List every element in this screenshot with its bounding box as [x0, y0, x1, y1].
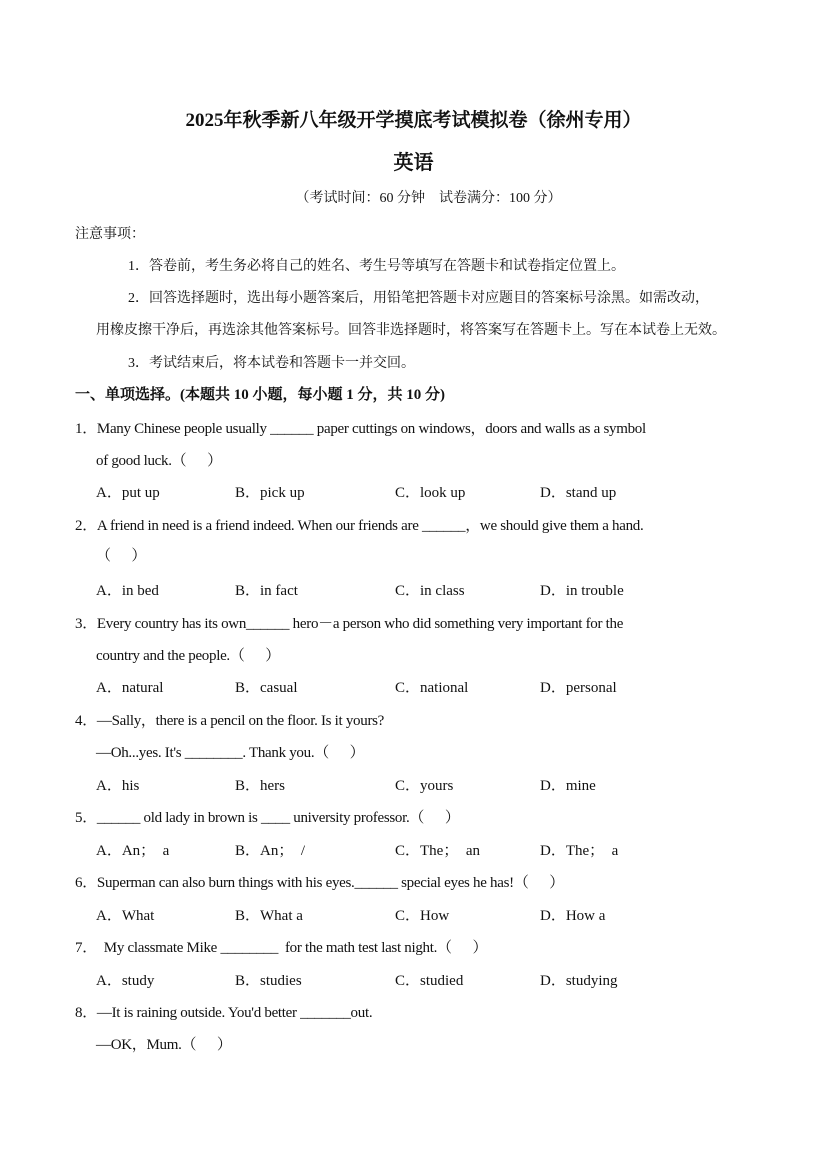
question-stem-continued: —Oh...yes. It's ________. Thank you.（ ）: [96, 745, 365, 761]
exam-info: （考试时间：60 分钟 试卷满分：100 分）: [295, 191, 562, 206]
question-stem-continued: —OK，Mum.（ ）: [96, 1037, 232, 1053]
answer-option: A．What: [96, 908, 155, 924]
answer-option: D．in trouble: [540, 583, 624, 599]
answer-option: B．An； /: [235, 843, 306, 859]
notice-item: 2．回答选择题时，选出每小题答案后，用铅笔把答题卡对应题目的答案标号涂黑。如需改动，: [128, 291, 709, 306]
answer-option: C．studied: [395, 973, 464, 989]
answer-option: A．study: [96, 973, 155, 989]
answer-option: C．national: [395, 680, 469, 696]
page-title: 2025年秋季新八年级开学摸底考试模拟卷（徐州专用）: [185, 110, 642, 131]
question-stem-continued: （ ）: [96, 548, 147, 564]
question-stem: 2．A friend in need is a friend indeed. When our friends are ______，we should give them a hand.: [75, 518, 644, 534]
section-heading: 一、单项选择。(本题共 10 小题，每小题 1 分，共 10 分): [75, 387, 445, 403]
answer-option: C．yours: [395, 778, 454, 794]
answer-option: C．How: [395, 908, 450, 924]
answer-option: B．in fact: [235, 583, 298, 599]
question-stem-continued: of good luck.（ ）: [96, 453, 222, 469]
notice-item: 用橡皮擦干净后，再选涂其他答案标号。回答非选择题时，将答案写在答题卡上。写在本试卷上无效。: [96, 323, 726, 338]
notice-heading: 注意事项：: [75, 227, 145, 242]
answer-option: B．casual: [235, 680, 298, 696]
answer-option: C．in class: [395, 583, 465, 599]
question-stem: 7． My classmate Mike ________ for the math test last night.（ ）: [75, 940, 488, 956]
notice-item: 1．答卷前，考生务必将自己的姓名、考生号等填写在答题卡和试卷指定位置上。: [128, 259, 625, 274]
answer-option: A．natural: [96, 680, 164, 696]
answer-option: C．look up: [395, 485, 466, 501]
answer-option: A．in bed: [96, 583, 159, 599]
answer-option: D．studying: [540, 973, 618, 989]
answer-option: A．An； a: [96, 843, 170, 859]
question-stem: 5．______ old lady in brown is ____ university professor.（ ）: [75, 810, 460, 826]
answer-option: D．stand up: [540, 485, 617, 501]
question-stem: 4．—Sally，there is a pencil on the floor. Is it yours?: [75, 713, 385, 729]
question-stem: 8．—It is raining outside. You'd better _______out.: [75, 1005, 373, 1021]
question-stem: 1．Many Chinese people usually ______ paper cuttings on windows，doors and walls as a symbol: [75, 421, 646, 437]
subject-heading: 英语: [393, 152, 434, 174]
answer-option: B．studies: [235, 973, 302, 989]
answer-option: C．The； an: [395, 843, 480, 859]
question-stem-continued: country and the people.（ ）: [96, 648, 280, 664]
answer-option: B．hers: [235, 778, 285, 794]
answer-option: D．personal: [540, 680, 617, 696]
question-stem: 6．Superman can also burn things with his eyes.______ special eyes he has!（ ）: [75, 875, 564, 891]
answer-option: A．put up: [96, 485, 160, 501]
answer-option: D．How a: [540, 908, 606, 924]
notice-item: 3．考试结束后，将本试卷和答题卡一并交回。: [128, 356, 415, 371]
question-stem: 3．Every country has its own______ hero－a person who did something very important for the: [75, 616, 624, 632]
answer-option: B．pick up: [235, 485, 305, 501]
answer-option: A．his: [96, 778, 140, 794]
answer-option: B．What a: [235, 908, 303, 924]
answer-option: D．mine: [540, 778, 596, 794]
answer-option: D．The； a: [540, 843, 619, 859]
